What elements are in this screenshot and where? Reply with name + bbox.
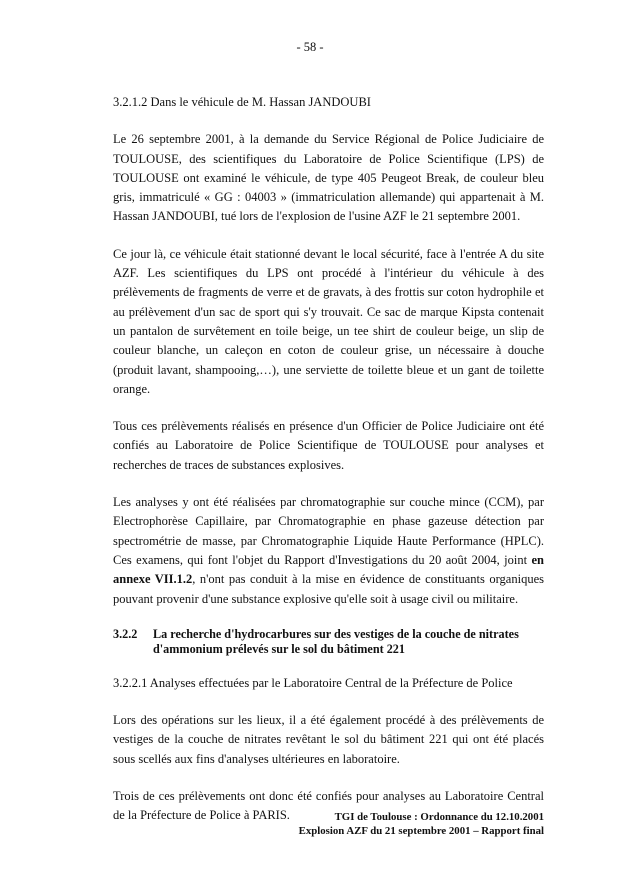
paragraph-samples: Ce jour là, ce véhicule était stationné devant le local sécurité, face à l'entrée A du site AZF. Les scientifiques du LPS ont procédé à l'intérieur du véhicule à des prélèvements de fragments de verre et de gravats, à des frottis sur coton hydrophile et au prélèvement d'un sac de sport qui s'y trouvait. Ce sac de marque Kipsta contenait un pantalon de survêtement en toile beige, un tee shirt de couleur beige, un slip de couleur blanche, un caleçon en coton de couleur grise, un nécessaire à douche (produit lavant, shampooing,…), une serviette de toilette bleue et un gant de toilette orange. bbox=[113, 246, 544, 396]
section-title: La recherche d'hydrocarbures sur des vestiges de la couche de nitrates d'ammonium prélevés sur le sol du bâtiment 221 bbox=[153, 626, 519, 656]
paragraph-vehicle-exam: Le 26 septembre 2001, à la demande du Service Régional de Police Judiciaire de TOULOUSE, des scientifiques du Laboratoire de Police Scientifique (LPS) de TOULOUSE ont examiné le véhicule, de type 405 Peugeot Break, de couleur bleu gris, immatriculé « GG : 04003 » (immatriculation allemande) qui appartenait à M. Hassan JANDOUBI, tué lors de l'explosion de l'usine AZF le 21 septembre 2001. bbox=[113, 132, 544, 224]
document-body bbox=[113, 93, 544, 844]
analyses-text-start: Les analyses y ont été réalisées par chromatographie sur couche mince (CCM), par Electrophorèse Capillaire, par Chromatographie en phase gazeuse détection par spectrométrie de masse, par Chromatographie Liquide Haute Performance (HPLC). Ces examens, qui font l'objet du Rapport d'Investigations du 20 août 2004, joint bbox=[113, 495, 544, 567]
footer-line-1: TGI de Toulouse : Ordonnance du 12.10.2001 bbox=[334, 811, 544, 823]
subsection-heading-3-2-2-1: 3.2.2.1 Analyses effectuées par le Laboratoire Central de la Préfecture de Police bbox=[113, 675, 513, 690]
paragraph-lps-confided: Tous ces prélèvements réalisés en présence d'un Officier de Police Judiciaire ont été confiés au Laboratoire de Police Scientifique de TOULOUSE pour analyses et recherches de traces de substances explosives. bbox=[113, 419, 544, 472]
analyses-text-end: , n'ont pas conduit à la mise en évidence de constituants organiques pouvant provenir d'une substance explosive qu'elle soit à usage civil ou militaire. bbox=[113, 572, 544, 606]
subsection-heading-3-2-1-2: 3.2.1.2 Dans le véhicule de M. Hassan JANDOUBI bbox=[113, 95, 371, 109]
annex-reference: en annexe VII.1.2 bbox=[113, 552, 544, 587]
paragraph-nitrate-samples: Lors des opérations sur les lieux, il a été également procédé à des prélèvements de vestiges de la couche de nitrates revêtant le sol du bâtiment 221 qui ont été placés sous scellés aux fins d'analyses ultérieures en laboratoire. bbox=[113, 713, 544, 766]
paragraph-paris-lab: Trois de ces prélèvements ont donc été confiés pour analyses au Laboratoire Central de la Préfecture de Police à PARIS. bbox=[113, 789, 544, 823]
section-heading-3-2-2 bbox=[113, 627, 544, 657]
footer-line-2: Explosion AZF du 21 septembre 2001 – Rapport final bbox=[298, 825, 544, 837]
page-number: - 58 - bbox=[296, 40, 324, 54]
page-footer bbox=[299, 810, 544, 838]
paragraph-analyses bbox=[113, 493, 544, 609]
section-number: 3.2.2 bbox=[113, 626, 138, 641]
